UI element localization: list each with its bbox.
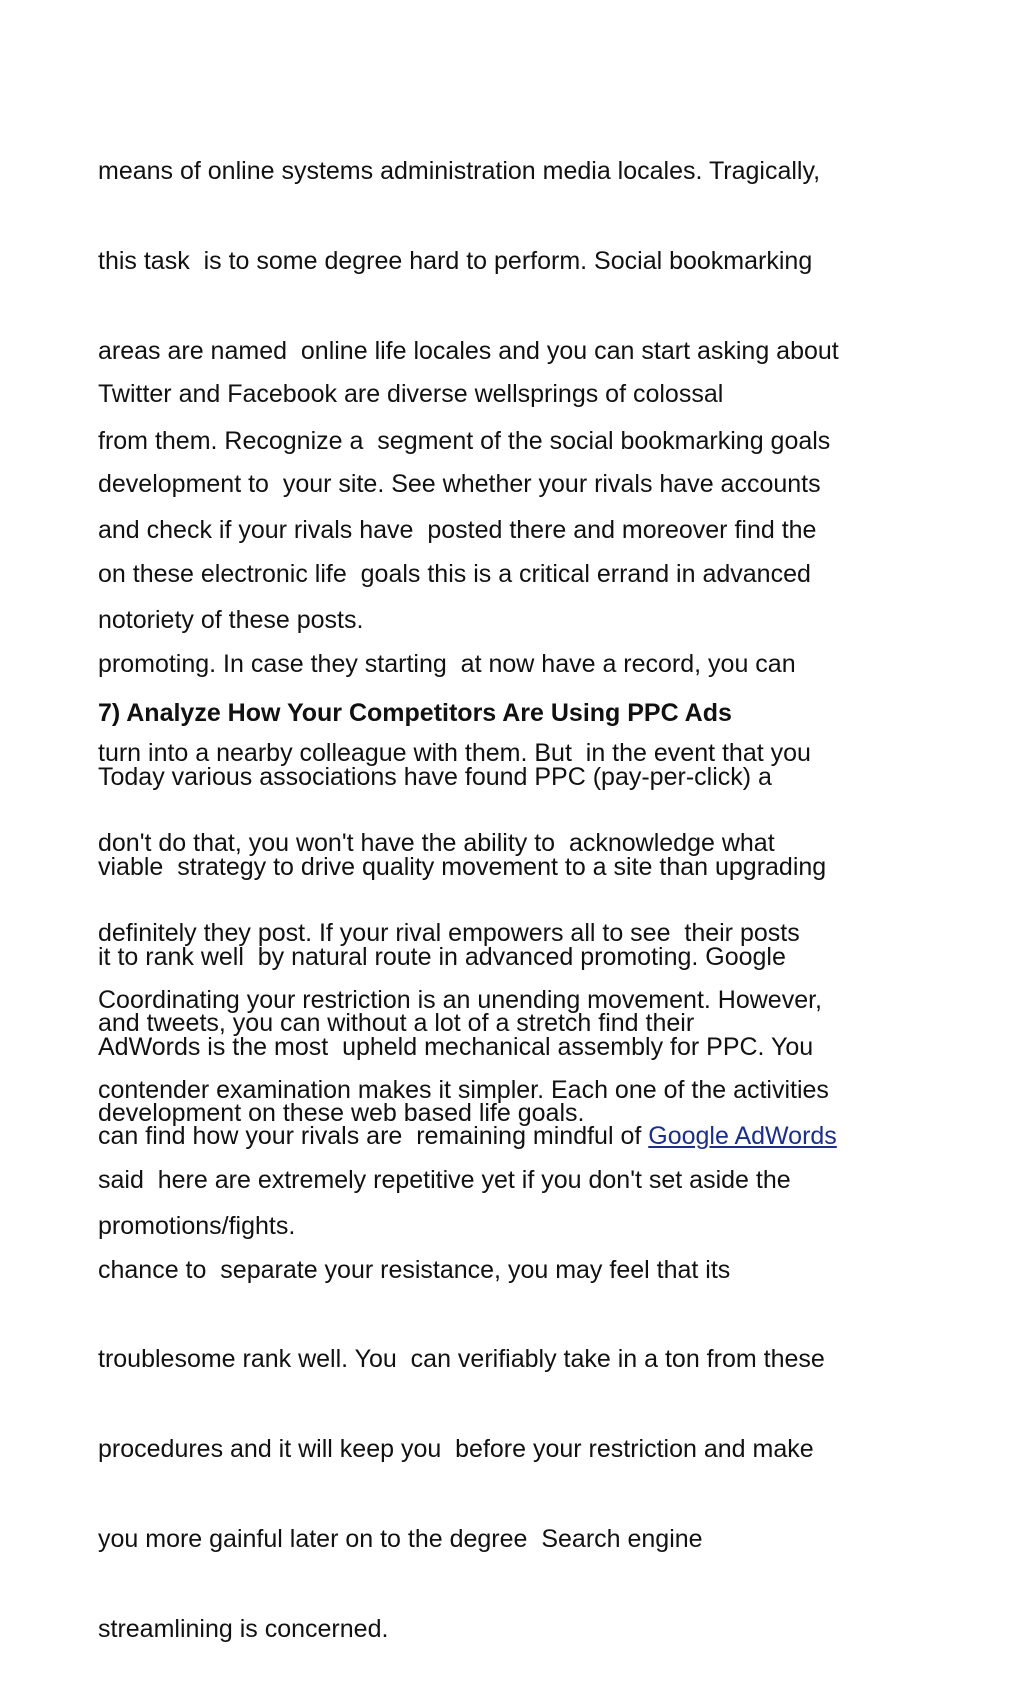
text-line: chance to separate your resistance, you may feel that its bbox=[98, 1255, 731, 1284]
text-line: it to rank well by natural route in advanced promoting. Google bbox=[98, 942, 786, 971]
text-line: means of online systems administration media locales. Tragically, bbox=[98, 157, 821, 185]
text-line: promotions/fights. bbox=[98, 1212, 296, 1241]
text-line: Coordinating your restriction is an unending movement. However, bbox=[98, 986, 822, 1014]
text-line: development to your site. See whether your rivals have accounts bbox=[98, 469, 821, 498]
text-line: this task is to some degree hard to perform. Social bookmarking bbox=[98, 246, 813, 275]
text-line: from them. Recognize a segment of the social bookmarking goals bbox=[98, 426, 831, 455]
heading-text: 7) Analyze How Your Competitors Are Using PPC Ads bbox=[98, 699, 732, 727]
text-line: and check if your rivals have posted there and moreover find the bbox=[98, 516, 817, 545]
text-line: said here are extremely repetitive yet if you don't set aside the bbox=[98, 1165, 791, 1194]
text-line: procedures and it will keep you before your restriction and make bbox=[98, 1435, 814, 1464]
text-line: Today various associations have found PPC (pay-per-click) a bbox=[98, 763, 772, 791]
text-line: don't do that, you won't have the ability to acknowledge what bbox=[98, 829, 775, 858]
text-line: streamlining is concerned. bbox=[98, 1614, 389, 1643]
text-line: contender examination makes it simpler. Each one of the activities bbox=[98, 1075, 829, 1104]
text-line: troublesome rank well. You can verifiably take in a ton from these bbox=[98, 1345, 825, 1374]
text-line: you more gainful later on to the degree Search engine bbox=[98, 1525, 703, 1554]
google-adwords-link[interactable]: Google AdWords bbox=[648, 1122, 837, 1151]
text-line: areas are named online life locales and you can start asking about bbox=[98, 336, 839, 365]
text-line: and tweets, you can without a lot of a stretch find their bbox=[98, 1008, 695, 1037]
text-line: notoriety of these posts. bbox=[98, 606, 364, 635]
text-line: Twitter and Facebook are diverse wellsprings of colossal bbox=[98, 380, 724, 408]
text-line: promoting. In case they starting at now have a record, you can bbox=[98, 649, 796, 678]
paragraph-conclusion bbox=[98, 927, 829, 1704]
text-line-prefix: can find how your rivals are remaining mindful of bbox=[98, 1122, 649, 1151]
text-line: AdWords is the most upheld mechanical assembly for PPC. You bbox=[98, 1032, 814, 1061]
text-line: viable strategy to drive quality movement to a site than upgrading bbox=[98, 852, 827, 881]
text-line: on these electronic life goals this is a critical errand in advanced bbox=[98, 559, 811, 588]
text-line: definitely they post. If your rival empowers all to see their posts bbox=[98, 919, 800, 948]
text-line: development on these web based life goals. bbox=[98, 1098, 585, 1127]
text-line: turn into a nearby colleague with them. But in the event that you bbox=[98, 739, 811, 768]
